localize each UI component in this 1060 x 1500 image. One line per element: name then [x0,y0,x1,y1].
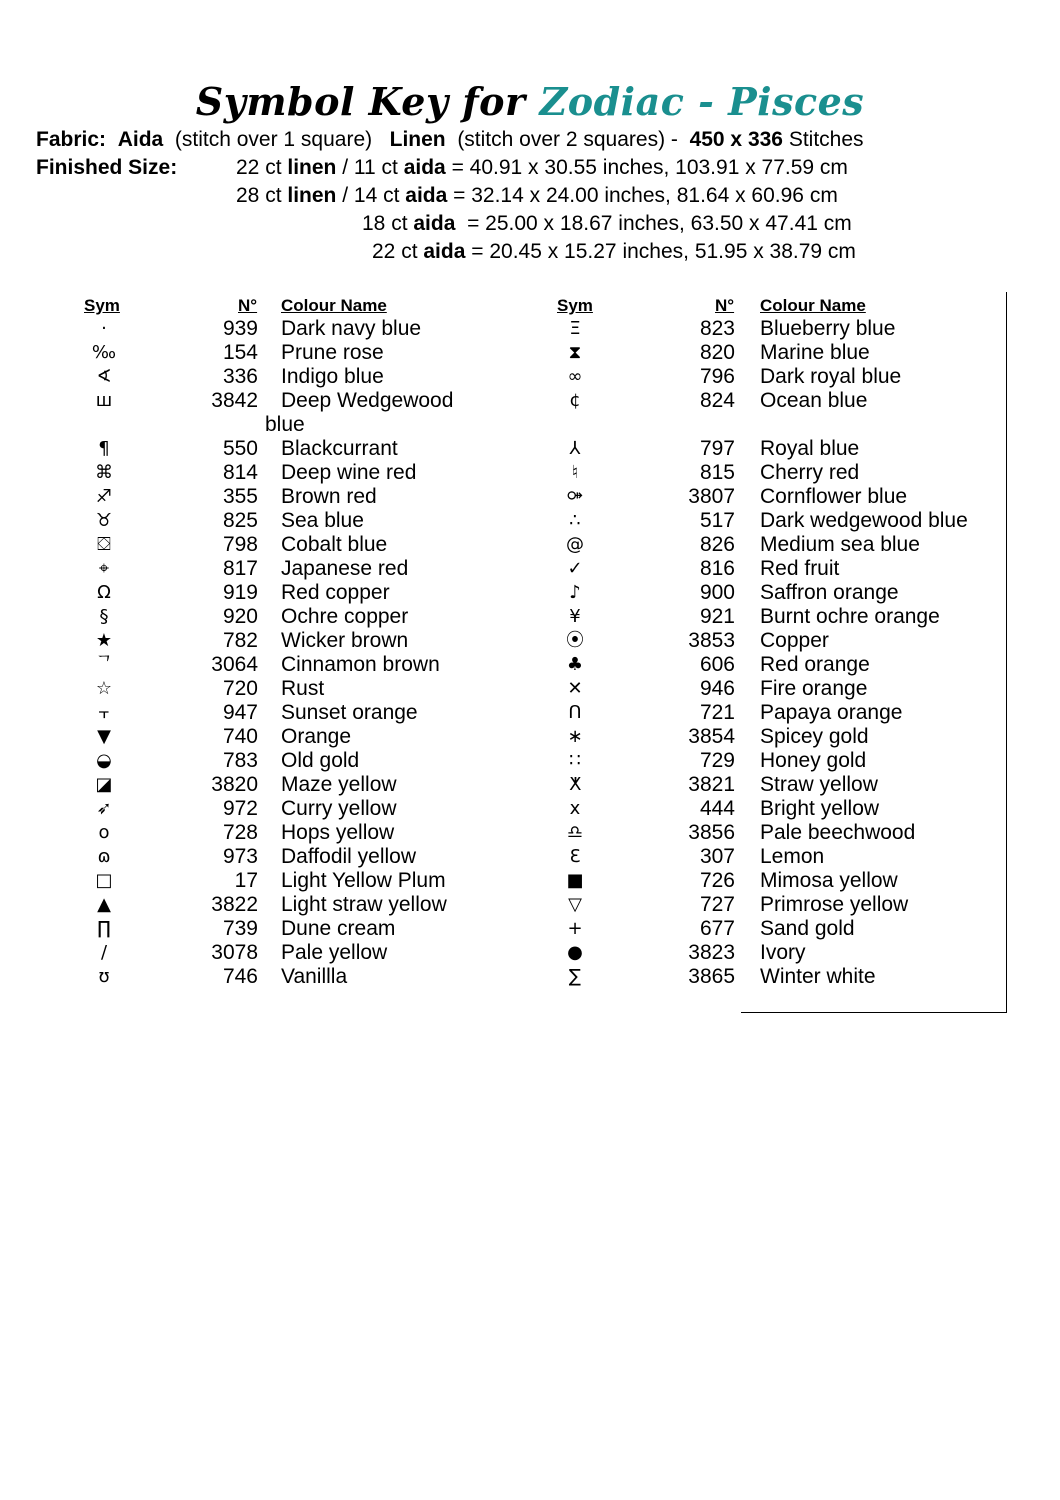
symbol-glyph: ▼ [97,726,111,747]
colour-name: Straw yellow [760,773,878,796]
thread-number: 728 [222,821,258,844]
colour-name: Marine blue [760,341,870,364]
right-header-name: Colour Name [760,296,866,315]
title-prefix: Symbol Key for [195,79,526,124]
finished-size-part: 28 ct [236,184,288,207]
thread-number: 820 [699,341,735,364]
colour-name: Pale yellow [281,941,388,964]
finished-size-line [372,238,856,266]
thread-number: 307 [699,845,735,868]
thread-number: 815 [699,461,735,484]
colour-name: Dark navy blue [281,317,422,340]
fabric-aida: Aida [117,128,164,151]
colour-name: Ivory [760,941,806,964]
table-row [0,821,1060,845]
thread-number: 796 [699,365,735,388]
symbol-glyph: ⌘ [95,462,113,483]
colour-name: Papaya orange [760,701,903,724]
thread-number: 946 [699,677,735,700]
symbol-glyph: ∏ [97,918,111,939]
thread-number: 3865 [688,965,735,988]
table-row [0,317,1060,341]
colour-name: Hops yellow [281,821,395,844]
colour-name: Winter white [760,965,876,988]
table-row [0,485,1060,509]
table-row [0,653,1060,677]
thread-number: 973 [222,845,258,868]
finished-size-part: / 11 ct [336,156,404,179]
thread-number: 825 [222,509,258,532]
symbol-glyph: ⅄ [569,438,581,459]
symbol-glyph: ɷ [97,846,111,867]
thread-number: 782 [222,629,258,652]
thread-number: 3064 [211,653,258,676]
symbol-glyph: ⛋ [97,534,111,555]
colour-name: Wicker brown [281,629,409,652]
table-row [0,749,1060,773]
finished-size-part: linen [287,156,337,179]
thread-number: 3823 [688,941,735,964]
colour-name: Indigo blue [281,365,384,388]
thread-number: 939 [222,317,258,340]
colour-name: Orange [281,725,352,748]
symbol-glyph: ᄀ [95,654,113,675]
finished-size-line [362,210,852,238]
thread-number: 3820 [211,773,258,796]
finished-size-part: aida [413,212,456,235]
colour-name: Brown red [281,485,377,508]
finished-size-line [236,154,848,182]
title-pattern-name: Zodiac - Pisces [539,79,865,124]
thread-number: 550 [222,437,258,460]
thread-number: 900 [699,581,735,604]
symbol-glyph: ◪ [95,774,113,795]
colour-name: Cornflower blue [760,485,908,508]
right-header-sym: Sym [557,296,593,315]
table-row [0,677,1060,701]
table-row [0,629,1060,653]
thread-number: 823 [699,317,735,340]
symbol-glyph: ▲ [97,894,111,915]
thread-number: 816 [699,557,735,580]
table-row [0,725,1060,749]
thread-number: 727 [699,893,735,916]
fabric-line [36,126,864,154]
page-title [0,78,1060,126]
symbol-glyph: ¢ [569,390,581,411]
table-row [0,701,1060,725]
symbol-glyph: ♮ [571,462,579,483]
fabric-linen-note: (stitch over 2 squares) - [457,128,678,151]
symbol-glyph: ♣ [566,654,584,675]
thread-number: 3856 [688,821,735,844]
colour-name: Ochre copper [281,605,409,628]
colour-name: Cinnamon brown [281,653,440,676]
symbol-glyph: ● [567,942,583,963]
thread-number: 972 [222,797,258,820]
symbol-glyph: ш [95,390,113,411]
thread-number: 355 [222,485,258,508]
colour-name: Maze yellow [281,773,397,796]
fabric-stitches: 450 x 336 [689,128,783,151]
thread-number: 154 [222,341,258,364]
colour-name: Bright yellow [760,797,880,820]
colour-name: Mimosa yellow [760,869,898,892]
colour-name-continued: blue [265,413,305,436]
colour-name: Sunset orange [281,701,418,724]
symbol-glyph: x [569,798,581,819]
finished-size-part: / 14 ct [336,184,406,207]
colour-name: Blueberry blue [760,317,896,340]
symbol-glyph: ★ [95,630,113,651]
colour-name: Saffron orange [760,581,899,604]
colour-name: Vanillla [281,965,348,988]
symbol-glyph: ♪ [569,582,581,603]
thread-number: 720 [222,677,258,700]
symbol-glyph: ♉ [95,510,113,531]
thread-number: 817 [222,557,258,580]
thread-number: 729 [699,749,735,772]
colour-name: Sand gold [760,917,855,940]
finished-size-label: Finished Size: [36,156,178,179]
colour-name: Red orange [760,653,870,676]
table-row [0,461,1060,485]
colour-name: Blackcurrant [281,437,398,460]
thread-number: 3842 [211,389,258,412]
symbol-glyph: ➶ [96,798,112,819]
thread-number: 677 [699,917,735,940]
thread-number: 3078 [211,941,258,964]
symbol-glyph: Ɛ [569,846,581,867]
symbol-glyph: ⫟ [98,702,110,723]
table-row [0,965,1060,989]
symbol-glyph: ⌖ [98,558,110,579]
symbol-glyph: ◒ [96,750,112,771]
table-border-right [1006,292,1007,1012]
table-row [0,341,1060,365]
table-row [0,845,1060,869]
finished-size-part: aida [403,156,446,179]
colour-name: Fire orange [760,677,868,700]
thread-number: 798 [222,533,258,556]
symbol-glyph: Ξ [569,318,581,339]
thread-number: 947 [222,701,258,724]
colour-name: Cherry red [760,461,860,484]
symbol-glyph: ∢ [96,366,112,387]
symbol-glyph: ∷ [569,750,581,771]
symbol-glyph: ᑎ [568,702,582,723]
table-row [0,941,1060,965]
thread-number: 3853 [688,629,735,652]
thread-number: 3821 [688,773,735,796]
thread-number: 746 [222,965,258,988]
symbol-glyph: Ω [97,582,111,603]
thread-number: 721 [699,701,735,724]
finished-size-line [236,182,838,210]
colour-name: Sea blue [281,509,364,532]
finished-size-part: 22 ct [372,240,424,263]
colour-name: Medium sea blue [760,533,920,556]
colour-name: Light Yellow Plum [281,869,446,892]
symbol-glyph: ‰ [91,342,117,363]
finished-size-part: 22 ct [236,156,288,179]
finished-size-part: = 20.45 x 15.27 inches, 51.95 x 38.79 cm [465,240,856,263]
finished-size-part: aida [405,184,448,207]
fabric-stitches-label: Stitches [788,128,864,151]
symbol-glyph: ∴ [569,510,581,531]
symbol-glyph: ∞ [567,366,583,387]
symbol-glyph: · [101,318,107,339]
thread-number: 726 [699,869,735,892]
thread-number: 336 [222,365,258,388]
colour-name: Red fruit [760,557,840,580]
table-row [0,797,1060,821]
table-row [0,389,1060,413]
thread-number: 919 [222,581,258,604]
thread-number: 921 [699,605,735,628]
table-row [0,917,1060,941]
colour-name: Red copper [281,581,390,604]
finished-size-part: = 40.91 x 30.55 inches, 103.91 x 77.59 cm [445,156,848,179]
colour-name: Deep wine red [281,461,417,484]
finished-size-part: = 25.00 x 18.67 inches, 63.50 x 47.41 cm [455,212,852,235]
thread-number: 814 [222,461,258,484]
thread-number: 797 [699,437,735,460]
colour-name: Old gold [281,749,360,772]
colour-name: Daffodil yellow [281,845,417,868]
symbol-glyph: ∗ [567,726,583,747]
fabric-linen: Linen [389,128,446,151]
colour-name: Rust [281,677,325,700]
symbol-glyph: ¶ [98,438,110,459]
finished-size-part: 18 ct [362,212,414,235]
colour-name: Primrose yellow [760,893,909,916]
symbol-glyph: + [567,918,583,939]
colour-name: Prune rose [281,341,384,364]
thread-number: 606 [699,653,735,676]
thread-number: 3807 [688,485,735,508]
thread-number: 739 [222,917,258,940]
table-row [0,605,1060,629]
colour-name: Spicey gold [760,725,869,748]
colour-name: Dune cream [281,917,396,940]
table-row [0,533,1060,557]
thread-number: 3854 [688,725,735,748]
symbol-glyph: ✕ [567,678,583,699]
colour-name: Honey gold [760,749,867,772]
thread-number: 826 [699,533,735,556]
table-row [0,893,1060,917]
table-row [0,869,1060,893]
symbol-glyph: / [100,942,108,963]
symbol-glyph: § [99,606,109,627]
colour-name: Copper [760,629,829,652]
thread-number: 3822 [211,893,258,916]
symbol-glyph: ⵅ [569,774,581,795]
symbol-glyph: ¥ [569,606,581,627]
symbol-glyph: ⧗ [568,342,582,363]
colour-name: Cobalt blue [281,533,388,556]
symbol-glyph: ⦿ [566,630,584,651]
table-border-bottom [741,1012,1007,1013]
finished-size-part: aida [423,240,466,263]
colour-name: Dark wedgewood blue [760,509,968,532]
thread-number: 740 [222,725,258,748]
colour-name: Pale beechwood [760,821,916,844]
left-header-sym: Sym [84,296,120,315]
symbol-glyph: ♎ [566,822,584,843]
table-row [0,557,1060,581]
symbol-glyph: @ [566,534,584,555]
symbol-glyph: ⚩ [567,486,583,507]
colour-name: Japanese red [281,557,409,580]
colour-name: Deep Wedgewood [281,389,454,412]
left-header-name: Colour Name [281,296,387,315]
fabric-aida-note: (stitch over 1 square) [174,128,373,151]
colour-name: Light straw yellow [281,893,447,916]
colour-name: Royal blue [760,437,860,460]
fabric-label: Fabric: [36,128,107,151]
colour-name: Lemon [760,845,825,868]
table-row [0,365,1060,389]
thread-number: 444 [699,797,735,820]
thread-number: 920 [222,605,258,628]
colour-name: Dark royal blue [760,365,902,388]
finished-size-part: linen [287,184,337,207]
table-row [0,437,1060,461]
thread-number: 824 [699,389,735,412]
thread-number: 517 [699,509,735,532]
symbol-glyph: ■ [566,870,584,891]
symbol-glyph: ☆ [95,678,113,699]
symbol-glyph: ʊ [98,966,110,987]
symbol-glyph: o [98,822,110,843]
thread-number: 783 [222,749,258,772]
symbol-glyph: ▽ [568,894,582,915]
thread-number: 17 [234,869,258,892]
table-row [0,581,1060,605]
table-row [0,509,1060,533]
colour-name: Curry yellow [281,797,397,820]
colour-name: Burnt ochre orange [760,605,940,628]
right-header-num: N° [715,296,735,315]
symbol-glyph: ∑ [568,966,582,987]
table-row [0,773,1060,797]
colour-name: Ocean blue [760,389,868,412]
finished-size-part: = 32.14 x 24.00 inches, 81.64 x 60.96 cm [447,184,838,207]
symbol-glyph: □ [95,870,113,891]
symbol-glyph: ♐ [95,486,113,507]
symbol-glyph: ✓ [567,558,583,579]
left-header-num: N° [238,296,258,315]
